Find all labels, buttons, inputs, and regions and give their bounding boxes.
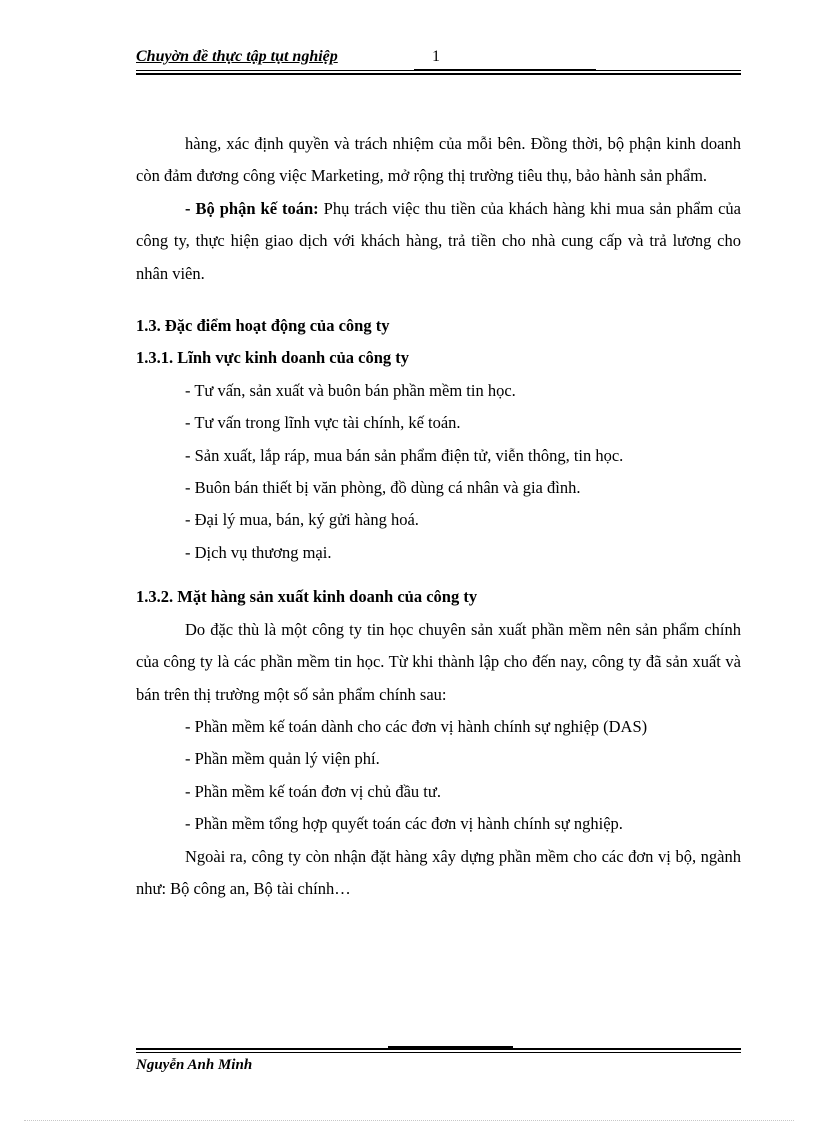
header-rule-thick <box>136 73 741 75</box>
paragraph-custom-orders: Ngoài ra, công ty còn nhận đặt hàng xây dựng phần mềm cho các đơn vị bộ, ngành như: Bộ công an, Bộ tài chính… <box>136 846 741 898</box>
products-list <box>136 711 741 841</box>
list-item: - Tư vấn, sản xuất và buôn bán phần mềm tin học. <box>185 380 516 400</box>
list-item: - Đại lý mua, bán, ký gửi hàng hoá. <box>185 510 419 530</box>
list-item: - Tư vấn trong lĩnh vực tài chính, kế toán. <box>185 413 461 433</box>
document-title: Chuyờn đề thực tập tụt nghiệp <box>136 48 338 65</box>
list-item: - Phần mềm kế toán đơn vị chủ đầu tư. <box>185 781 441 801</box>
header-rule-thin <box>136 70 741 71</box>
list-item: - Phần mềm kế toán dành cho các đơn vị hành chính sự nghiệp (DAS) <box>185 716 648 736</box>
list-item: - Phần mềm quản lý viện phí. <box>185 749 380 769</box>
footer-rule-thin <box>136 1052 741 1053</box>
paragraph-products-intro: Do đặc thù là một công ty tin học chuyên sản xuất phần mềm nên sản phẩm chính của công ty là các phần mềm tin học. Từ khi thành lập cho đến nay, công ty đã sản xuất và bán trên thị trường một số sản phẩm chính sau: <box>136 619 741 704</box>
page-number: 1 <box>432 48 440 65</box>
page-body <box>136 128 741 905</box>
paragraph-accounting-dept <box>136 193 741 290</box>
list-item: - Dịch vụ thương mại. <box>185 542 332 562</box>
list-item: - Sản xuất, lắp ráp, mua bán sản phẩm điện tử, viễn thông, tin học. <box>185 445 624 465</box>
heading-section-1-3-1: 1.3.1. Lĩnh vực kinh doanh của công ty <box>136 348 410 368</box>
business-fields-list <box>136 375 741 569</box>
accounting-dept-label: - Bộ phận kế toán: <box>185 198 319 218</box>
page-header <box>136 48 741 70</box>
page-edge-dotted-line <box>24 1120 794 1121</box>
heading-section-1-3: 1.3. Đặc điểm hoạt động của công ty <box>136 316 390 336</box>
footer-rule-thick <box>136 1048 741 1050</box>
list-item: - Buôn bán thiết bị văn phòng, đồ dùng cá nhân và gia đình. <box>185 478 581 498</box>
footer-author: Nguyễn Anh Minh <box>136 1057 253 1073</box>
heading-section-1-3-2: 1.3.2. Mặt hàng sản xuất kinh doanh của công ty <box>136 587 478 607</box>
list-item: - Phần mềm tổng hợp quyết toán các đơn vị hành chính sự nghiệp. <box>185 814 623 834</box>
accounting-dept-text: Phụ trách việc thu tiền của khách hàng khi mua sản phẩm của công ty, thực hiện giao dịch với khách hàng, trả tiền cho nhà cung cấp và trả lương cho nhân viên. <box>136 198 741 283</box>
paragraph-sales-dept: hàng, xác định quyền và trách nhiệm của mỗi bên. Đồng thời, bộ phận kinh doanh còn đảm đương công việc Marketing, mở rộng thị trường tiêu thụ, bảo hành sản phẩm. <box>136 134 741 186</box>
